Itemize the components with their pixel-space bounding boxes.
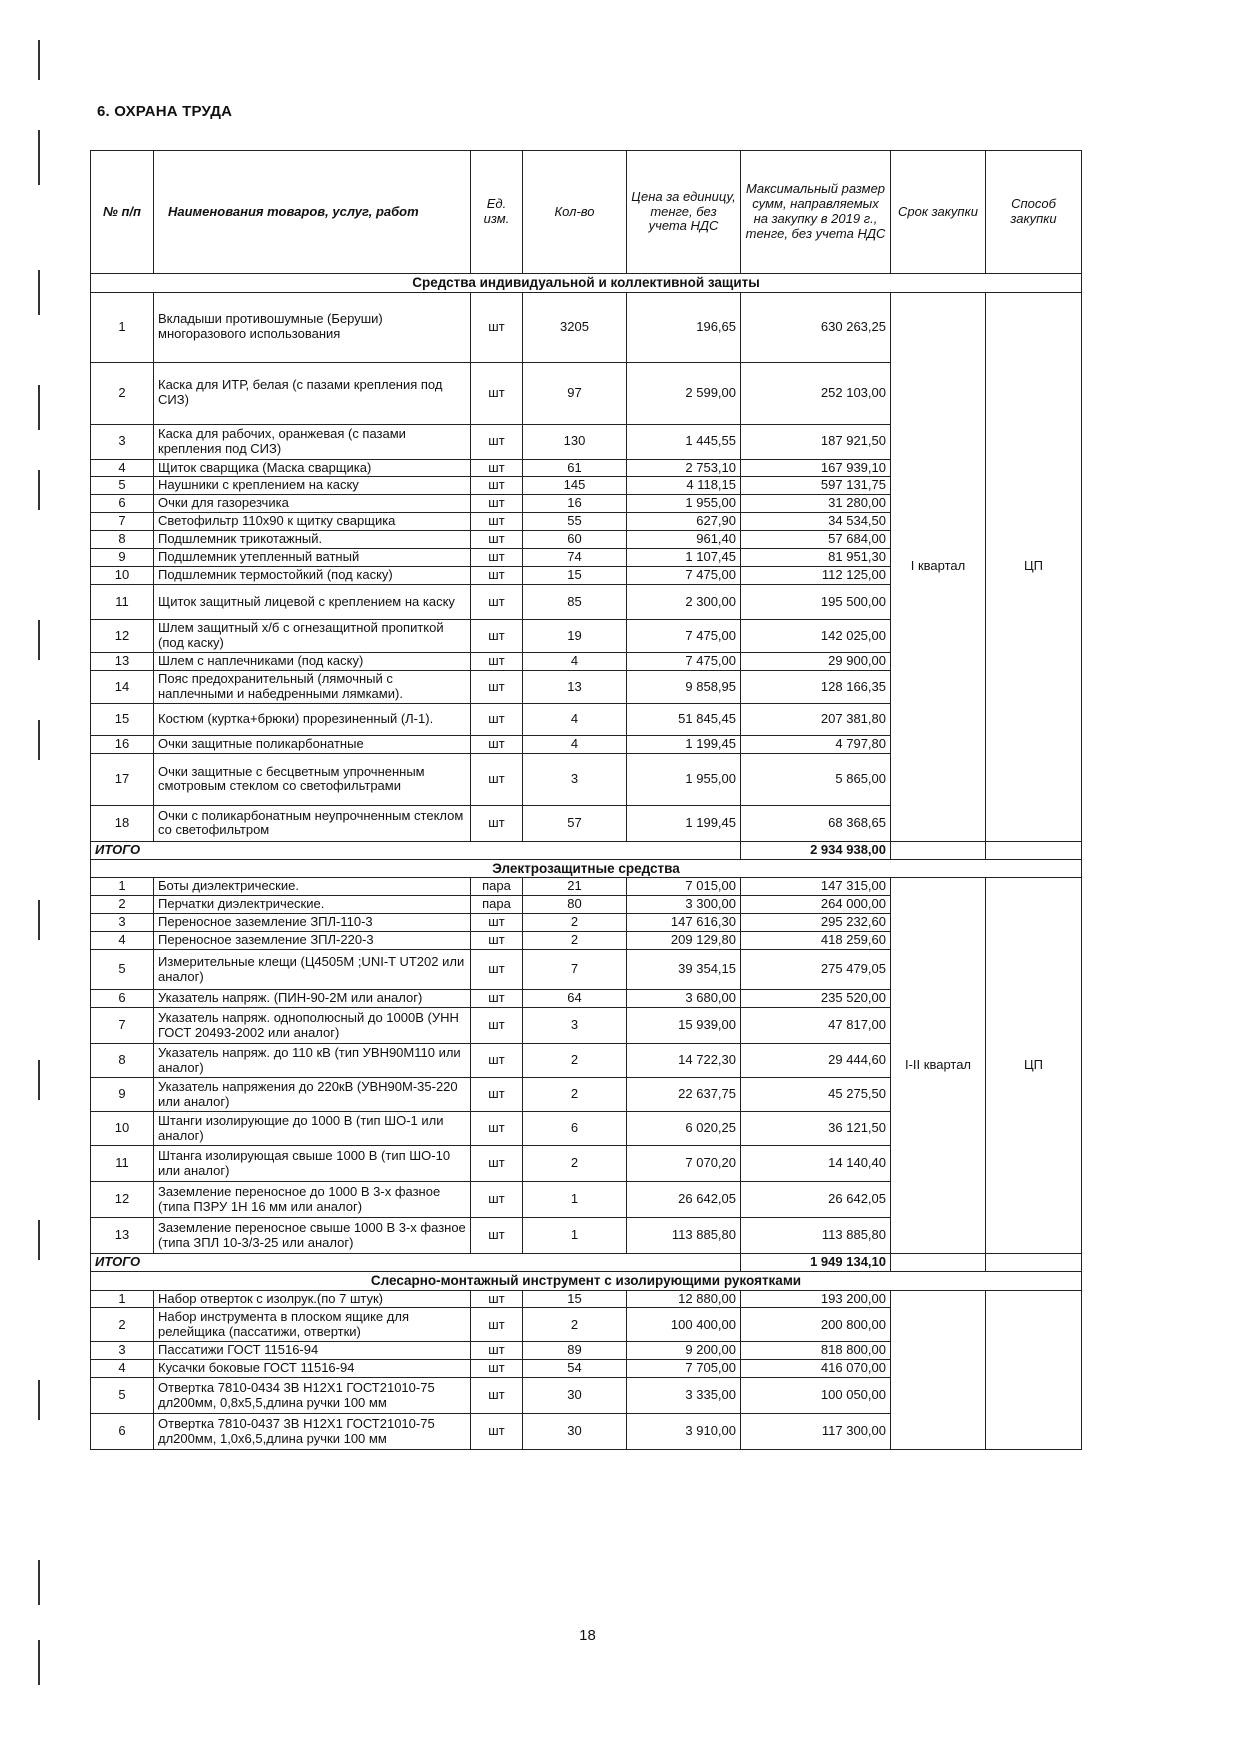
row-number: 2 [91, 1308, 154, 1342]
item-max-sum: 4 797,80 [741, 736, 891, 754]
item-qty: 80 [523, 896, 627, 914]
item-name: Пассатижи ГОСТ 11516-94 [154, 1342, 471, 1360]
item-max-sum: 252 103,00 [741, 362, 891, 424]
item-max-sum: 235 520,00 [741, 990, 891, 1008]
item-price: 1 955,00 [627, 495, 741, 513]
item-price: 627,90 [627, 513, 741, 531]
col-header-name: Наименования товаров, услуг, работ [154, 151, 471, 274]
col-header-term: Срок закупки [891, 151, 986, 274]
row-number: 6 [91, 1414, 154, 1450]
purchase-method: ЦП [986, 878, 1082, 1254]
item-name: Заземление переносное до 1000 В 3-х фазное (типа ПЗРУ 1Н 16 мм или аналог) [154, 1182, 471, 1218]
item-unit: шт [471, 671, 523, 704]
row-number: 11 [91, 585, 154, 620]
row-number: 15 [91, 704, 154, 736]
table-row [91, 292, 1082, 362]
item-qty: 61 [523, 459, 627, 477]
item-max-sum: 207 381,80 [741, 704, 891, 736]
item-max-sum: 29 444,60 [741, 1044, 891, 1078]
purchase-term: I-II квартал [891, 878, 986, 1254]
item-max-sum: 418 259,60 [741, 932, 891, 950]
item-price: 9 858,95 [627, 671, 741, 704]
item-price: 51 845,45 [627, 704, 741, 736]
item-unit: шт [471, 477, 523, 495]
item-unit: шт [471, 459, 523, 477]
item-qty: 2 [523, 914, 627, 932]
item-name: Щиток защитный лицевой с креплением на каску [154, 585, 471, 620]
item-price: 15 939,00 [627, 1008, 741, 1044]
row-number: 4 [91, 459, 154, 477]
item-qty: 13 [523, 671, 627, 704]
item-max-sum: 81 951,30 [741, 549, 891, 567]
item-qty: 15 [523, 567, 627, 585]
row-number: 3 [91, 1342, 154, 1360]
item-qty: 1 [523, 1218, 627, 1254]
row-number: 9 [91, 549, 154, 567]
item-name: Каска для рабочих, оранжевая (с пазами крепления под СИЗ) [154, 424, 471, 459]
total-row [91, 841, 1082, 859]
row-number: 6 [91, 990, 154, 1008]
row-number: 7 [91, 1008, 154, 1044]
item-name: Очки защитные поликарбонатные [154, 736, 471, 754]
item-unit: шт [471, 1044, 523, 1078]
item-qty: 19 [523, 620, 627, 653]
item-max-sum: 275 479,05 [741, 950, 891, 990]
row-number: 1 [91, 292, 154, 362]
section-heading: 6. ОХРАНА ТРУДА [97, 103, 233, 120]
item-max-sum: 112 125,00 [741, 567, 891, 585]
item-unit: шт [471, 1078, 523, 1112]
item-unit: шт [471, 567, 523, 585]
item-max-sum: 34 534,50 [741, 513, 891, 531]
item-max-sum: 597 131,75 [741, 477, 891, 495]
item-max-sum: 264 000,00 [741, 896, 891, 914]
item-qty: 2 [523, 1078, 627, 1112]
item-name: Шлем с наплечниками (под каску) [154, 653, 471, 671]
item-price: 7 475,00 [627, 567, 741, 585]
section-row [91, 274, 1082, 293]
item-name: Боты диэлектрические. [154, 878, 471, 896]
item-unit: шт [471, 585, 523, 620]
item-qty: 1 [523, 1182, 627, 1218]
row-number: 18 [91, 805, 154, 841]
item-name: Каска для ИТР, белая (с пазами крепления под СИЗ) [154, 362, 471, 424]
item-max-sum: 29 900,00 [741, 653, 891, 671]
item-name: Указатель напряж. однополюсный до 1000В (УНН ГОСТ 20493-2002 или аналог) [154, 1008, 471, 1044]
item-price: 9 200,00 [627, 1342, 741, 1360]
item-unit: пара [471, 878, 523, 896]
procurement-table [90, 150, 1082, 1450]
item-qty: 97 [523, 362, 627, 424]
item-price: 7 475,00 [627, 620, 741, 653]
item-max-sum: 630 263,25 [741, 292, 891, 362]
row-number: 1 [91, 878, 154, 896]
item-max-sum: 113 885,80 [741, 1218, 891, 1254]
item-name: Наушники с креплением на каску [154, 477, 471, 495]
item-qty: 55 [523, 513, 627, 531]
item-name: Костюм (куртка+брюки) прорезиненный (Л-1). [154, 704, 471, 736]
item-name: Штанги изолирующие до 1000 В (тип ШО-1 или аналог) [154, 1112, 471, 1146]
item-name: Очки с поликарбонатным неупрочненным стеклом со светофильтром [154, 805, 471, 841]
row-number: 5 [91, 1378, 154, 1414]
item-qty: 30 [523, 1414, 627, 1450]
item-unit: шт [471, 1414, 523, 1450]
row-number: 12 [91, 620, 154, 653]
item-price: 12 880,00 [627, 1290, 741, 1308]
item-max-sum: 5 865,00 [741, 753, 891, 805]
item-name: Набор инструмента в плоском ящике для релейщика (пассатижи, отвертки) [154, 1308, 471, 1342]
item-qty: 3 [523, 1008, 627, 1044]
section-title: Электрозащитные средства [91, 859, 1082, 878]
item-qty: 4 [523, 736, 627, 754]
item-qty: 2 [523, 1146, 627, 1182]
col-header-qty: Кол-во [523, 151, 627, 274]
item-unit: шт [471, 1360, 523, 1378]
item-name: Шлем защитный х/б с огнезащитной пропиткой (под каску) [154, 620, 471, 653]
item-name: Подшлемник термостойкий (под каску) [154, 567, 471, 585]
item-price: 3 335,00 [627, 1378, 741, 1414]
item-qty: 64 [523, 990, 627, 1008]
item-qty: 30 [523, 1378, 627, 1414]
item-price: 14 722,30 [627, 1044, 741, 1078]
item-unit: шт [471, 620, 523, 653]
col-header-num: № п/п [91, 151, 154, 274]
item-max-sum: 100 050,00 [741, 1378, 891, 1414]
item-unit: шт [471, 653, 523, 671]
item-qty: 6 [523, 1112, 627, 1146]
item-qty: 4 [523, 704, 627, 736]
item-price: 2 300,00 [627, 585, 741, 620]
total-value: 1 949 134,10 [741, 1254, 891, 1272]
item-price: 6 020,25 [627, 1112, 741, 1146]
binding-margin [8, 0, 48, 1754]
item-name: Указатель напряж. до 110 кВ (тип УВН90М110 или аналог) [154, 1044, 471, 1078]
item-qty: 2 [523, 1044, 627, 1078]
item-qty: 57 [523, 805, 627, 841]
row-number: 13 [91, 1218, 154, 1254]
item-name: Подшлемник утепленный ватный [154, 549, 471, 567]
item-name: Кусачки боковые ГОСТ 11516-94 [154, 1360, 471, 1378]
item-max-sum: 193 200,00 [741, 1290, 891, 1308]
col-header-unit: Ед. изм. [471, 151, 523, 274]
row-number: 5 [91, 950, 154, 990]
item-max-sum: 416 070,00 [741, 1360, 891, 1378]
row-number: 13 [91, 653, 154, 671]
item-unit: пара [471, 896, 523, 914]
page-number: 18 [579, 1627, 596, 1644]
item-price: 3 910,00 [627, 1414, 741, 1450]
row-number: 6 [91, 495, 154, 513]
item-qty: 3205 [523, 292, 627, 362]
col-header-max-sum: Максимальный размер сумм, направляемых на закупку в 2019 г., тенге, без учета НДС [741, 151, 891, 274]
item-qty: 54 [523, 1360, 627, 1378]
item-unit: шт [471, 914, 523, 932]
item-price: 961,40 [627, 531, 741, 549]
item-name: Набор отверток с изолрук.(по 7 штук) [154, 1290, 471, 1308]
item-qty: 2 [523, 932, 627, 950]
item-unit: шт [471, 950, 523, 990]
item-qty: 7 [523, 950, 627, 990]
row-number: 10 [91, 1112, 154, 1146]
row-number: 3 [91, 914, 154, 932]
item-max-sum: 200 800,00 [741, 1308, 891, 1342]
item-price: 147 616,30 [627, 914, 741, 932]
item-max-sum: 147 315,00 [741, 878, 891, 896]
total-empty-cell [986, 1254, 1082, 1272]
item-max-sum: 14 140,40 [741, 1146, 891, 1182]
item-max-sum: 295 232,60 [741, 914, 891, 932]
section-title: Средства индивидуальной и коллективной защиты [91, 274, 1082, 293]
item-price: 100 400,00 [627, 1308, 741, 1342]
total-empty-cell [891, 1254, 986, 1272]
row-number: 11 [91, 1146, 154, 1182]
item-max-sum: 57 684,00 [741, 531, 891, 549]
item-unit: шт [471, 362, 523, 424]
col-header-price: Цена за единицу, тенге, без учета НДС [627, 151, 741, 274]
item-qty: 2 [523, 1308, 627, 1342]
item-unit: шт [471, 1342, 523, 1360]
item-name: Указатель напряж. (ПИН-90-2М или аналог) [154, 990, 471, 1008]
item-name: Пояс предохранительный (лямочный с наплечными и набедренными лямками). [154, 671, 471, 704]
item-max-sum: 167 939,10 [741, 459, 891, 477]
item-qty: 3 [523, 753, 627, 805]
purchase-method [986, 1290, 1082, 1450]
item-unit: шт [471, 1308, 523, 1342]
item-unit: шт [471, 1008, 523, 1044]
item-unit: шт [471, 990, 523, 1008]
row-number: 12 [91, 1182, 154, 1218]
item-unit: шт [471, 424, 523, 459]
item-unit: шт [471, 932, 523, 950]
item-name: Отвертка 7810-0437 3В Н12Х1 ГОСТ21010-75 дл200мм, 1,0х6,5,длина ручки 100 мм [154, 1414, 471, 1450]
item-price: 7 705,00 [627, 1360, 741, 1378]
item-qty: 85 [523, 585, 627, 620]
item-name: Светофильтр 110х90 к щитку сварщика [154, 513, 471, 531]
item-price: 4 118,15 [627, 477, 741, 495]
total-row [91, 1254, 1082, 1272]
item-max-sum: 142 025,00 [741, 620, 891, 653]
item-unit: шт [471, 1290, 523, 1308]
item-name: Вкладыши противошумные (Беруши) многоразового использования [154, 292, 471, 362]
item-unit: шт [471, 704, 523, 736]
total-value: 2 934 938,00 [741, 841, 891, 859]
item-qty: 89 [523, 1342, 627, 1360]
item-max-sum: 187 921,50 [741, 424, 891, 459]
item-unit: шт [471, 1378, 523, 1414]
item-name: Переносное заземление ЗПЛ-220-3 [154, 932, 471, 950]
item-unit: шт [471, 1112, 523, 1146]
col-header-method: Способ закупки [986, 151, 1082, 274]
item-price: 1 955,00 [627, 753, 741, 805]
item-qty: 21 [523, 878, 627, 896]
item-name: Очки защитные с бесцветным упрочненным смотровым стеклом со светофильтрами [154, 753, 471, 805]
section-row [91, 859, 1082, 878]
item-price: 2 753,10 [627, 459, 741, 477]
item-unit: шт [471, 1218, 523, 1254]
item-qty: 15 [523, 1290, 627, 1308]
item-unit: шт [471, 495, 523, 513]
item-unit: шт [471, 549, 523, 567]
table-row [91, 878, 1082, 896]
item-unit: шт [471, 531, 523, 549]
item-price: 22 637,75 [627, 1078, 741, 1112]
row-number: 3 [91, 424, 154, 459]
row-number: 9 [91, 1078, 154, 1112]
row-number: 8 [91, 531, 154, 549]
item-price: 7 070,20 [627, 1146, 741, 1182]
item-price: 26 642,05 [627, 1182, 741, 1218]
item-unit: шт [471, 292, 523, 362]
item-unit: шт [471, 805, 523, 841]
item-qty: 145 [523, 477, 627, 495]
item-max-sum: 31 280,00 [741, 495, 891, 513]
item-qty: 60 [523, 531, 627, 549]
row-number: 16 [91, 736, 154, 754]
item-price: 1 445,55 [627, 424, 741, 459]
item-qty: 16 [523, 495, 627, 513]
item-qty: 4 [523, 653, 627, 671]
row-number: 5 [91, 477, 154, 495]
section-row [91, 1272, 1082, 1291]
row-number: 2 [91, 896, 154, 914]
row-number: 7 [91, 513, 154, 531]
item-price: 3 300,00 [627, 896, 741, 914]
table-header-row [91, 151, 1082, 274]
row-number: 17 [91, 753, 154, 805]
item-unit: шт [471, 1182, 523, 1218]
total-label: ИТОГО [91, 841, 741, 859]
row-number: 1 [91, 1290, 154, 1308]
item-max-sum: 128 166,35 [741, 671, 891, 704]
total-empty-cell [986, 841, 1082, 859]
item-name: Щиток сварщика (Маска сварщика) [154, 459, 471, 477]
purchase-term [891, 1290, 986, 1450]
row-number: 10 [91, 567, 154, 585]
row-number: 4 [91, 932, 154, 950]
item-price: 7 015,00 [627, 878, 741, 896]
item-price: 1 107,45 [627, 549, 741, 567]
item-price: 1 199,45 [627, 736, 741, 754]
item-max-sum: 36 121,50 [741, 1112, 891, 1146]
item-qty: 74 [523, 549, 627, 567]
item-max-sum: 26 642,05 [741, 1182, 891, 1218]
table-row [91, 1290, 1082, 1308]
row-number: 2 [91, 362, 154, 424]
row-number: 4 [91, 1360, 154, 1378]
item-unit: шт [471, 753, 523, 805]
item-name: Отвертка 7810-0434 3В Н12Х1 ГОСТ21010-75 дл200мм, 0,8х5,5,длина ручки 100 мм [154, 1378, 471, 1414]
table-body [91, 274, 1082, 1450]
total-empty-cell [891, 841, 986, 859]
item-name: Переносное заземление ЗПЛ-110-3 [154, 914, 471, 932]
row-number: 8 [91, 1044, 154, 1078]
item-price: 7 475,00 [627, 653, 741, 671]
item-name: Очки для газорезчика [154, 495, 471, 513]
item-max-sum: 47 817,00 [741, 1008, 891, 1044]
purchase-term: I квартал [891, 292, 986, 841]
item-price: 39 354,15 [627, 950, 741, 990]
item-unit: шт [471, 1146, 523, 1182]
item-name: Подшлемник трикотажный. [154, 531, 471, 549]
item-max-sum: 117 300,00 [741, 1414, 891, 1450]
item-unit: шт [471, 513, 523, 531]
item-max-sum: 818 800,00 [741, 1342, 891, 1360]
item-price: 196,65 [627, 292, 741, 362]
item-price: 3 680,00 [627, 990, 741, 1008]
item-max-sum: 45 275,50 [741, 1078, 891, 1112]
item-price: 209 129,80 [627, 932, 741, 950]
item-price: 2 599,00 [627, 362, 741, 424]
total-label: ИТОГО [91, 1254, 741, 1272]
item-unit: шт [471, 736, 523, 754]
item-qty: 130 [523, 424, 627, 459]
item-name: Перчатки диэлектрические. [154, 896, 471, 914]
section-title: Слесарно-монтажный инструмент с изолирующими рукоятками [91, 1272, 1082, 1291]
item-max-sum: 195 500,00 [741, 585, 891, 620]
row-number: 14 [91, 671, 154, 704]
item-price: 113 885,80 [627, 1218, 741, 1254]
item-name: Измерительные клещи (Ц4505М ;UNI-T UT202 или аналог) [154, 950, 471, 990]
item-name: Заземление переносное свыше 1000 В 3-х фазное (типа ЗПЛ 10-3/3-25 или аналог) [154, 1218, 471, 1254]
item-name: Указатель напряжения до 220кВ (УВН90М-35-220 или аналог) [154, 1078, 471, 1112]
item-name: Штанга изолирующая свыше 1000 В (тип ШО-10 или аналог) [154, 1146, 471, 1182]
item-price: 1 199,45 [627, 805, 741, 841]
item-max-sum: 68 368,65 [741, 805, 891, 841]
purchase-method: ЦП [986, 292, 1082, 841]
